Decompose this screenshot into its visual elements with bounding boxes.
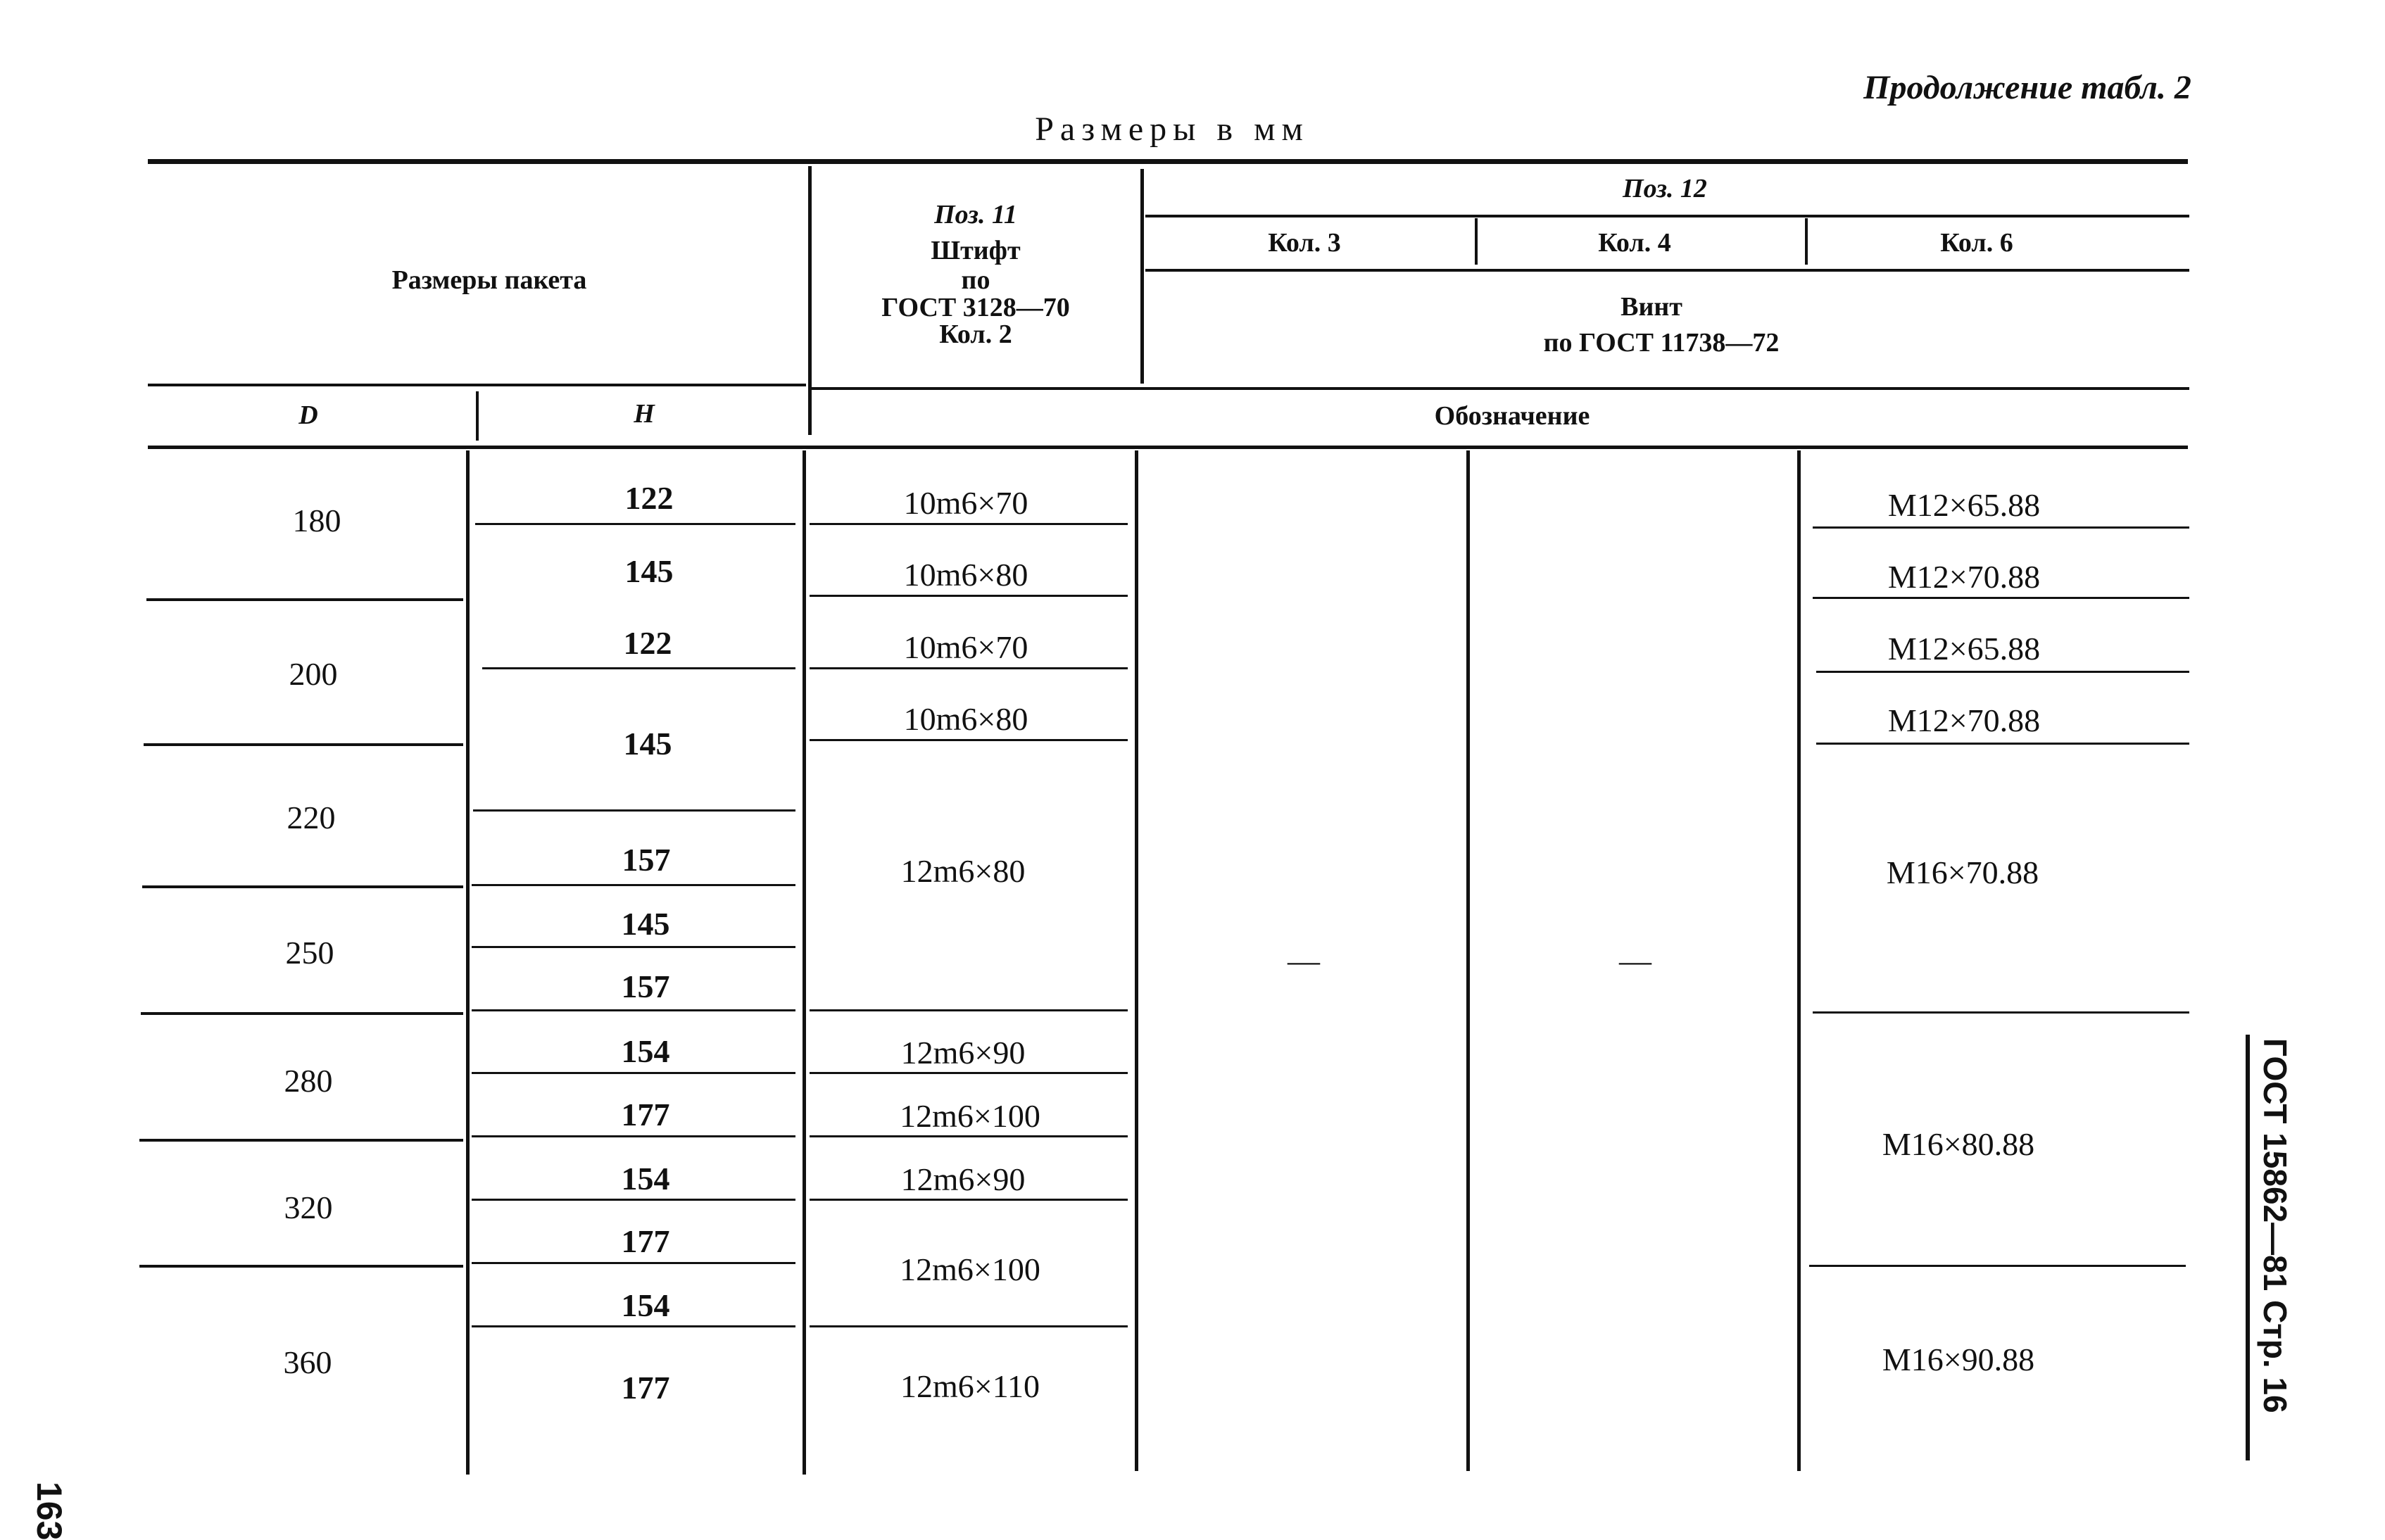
h-rule-6 xyxy=(472,1009,795,1011)
d-rule-4 xyxy=(141,1012,463,1015)
pin-cell: 12m6×100 xyxy=(900,1098,1040,1134)
h-cell: 177 xyxy=(621,1370,670,1406)
kol6-rule-1 xyxy=(1813,526,2189,529)
kol6-rule-2 xyxy=(1813,597,2189,599)
units-caption: Размеры в мм xyxy=(1035,111,1309,148)
kol6-rule-3 xyxy=(1816,671,2189,673)
h-col-header: H xyxy=(634,399,655,429)
h-rule-2 xyxy=(482,667,795,669)
pos12-title-rule xyxy=(1145,215,2189,217)
kol-rule xyxy=(1145,269,2189,272)
d-col-header: D xyxy=(298,400,318,430)
d-cell: 180 xyxy=(292,503,341,538)
header-bottom-right-rule xyxy=(810,387,2189,390)
pin-rule-6 xyxy=(810,1072,1128,1074)
body-sep-dh xyxy=(466,450,470,1475)
h-rule-8 xyxy=(472,1135,795,1137)
packet-sizes-header: Размеры пакета xyxy=(391,265,587,295)
designation-rule xyxy=(148,446,2188,449)
continuation-caption: Продолжение табл. 2 xyxy=(1863,69,2191,106)
h-cell: 122 xyxy=(623,625,672,661)
d-rule-5 xyxy=(139,1139,463,1142)
d-cell: 220 xyxy=(287,800,336,835)
pin-rule-9 xyxy=(810,1325,1128,1327)
pos12-title: Поз. 12 xyxy=(1623,174,1707,203)
pos11-title: Поз. 11 xyxy=(934,200,1017,229)
h-cell: 122 xyxy=(624,480,674,516)
screw-line1: Винт xyxy=(1621,292,1682,322)
kol4-header: Кол. 4 xyxy=(1598,228,1671,258)
header-bottom-left-rule xyxy=(148,384,806,386)
d-cell: 250 xyxy=(285,935,334,971)
h-rule-10 xyxy=(472,1262,795,1264)
pos11-line1: Штифт xyxy=(931,236,1021,265)
pin-rule-2 xyxy=(810,595,1128,597)
pin-rule-1 xyxy=(810,523,1128,525)
h-rule-1 xyxy=(475,523,795,525)
top-rule xyxy=(148,159,2188,164)
kol6-rule-4 xyxy=(1816,743,2189,745)
h-cell: 145 xyxy=(621,906,670,942)
col-sep-kol34 xyxy=(1475,218,1478,265)
kol6-rule-5 xyxy=(1813,1011,2189,1014)
side-label: ГОСТ 15862—81 Стр. 16 xyxy=(2257,1038,2293,1413)
screw-cell: M16×70.88 xyxy=(1886,854,2039,890)
pos11-line2: по xyxy=(961,265,990,295)
d-rule-2 xyxy=(144,743,463,746)
pin-cell: 10m6×70 xyxy=(903,629,1028,665)
pin-cell: 12m6×100 xyxy=(900,1251,1040,1287)
col-sep-main xyxy=(808,166,812,435)
kol3-dash: — xyxy=(1288,942,1320,978)
designation-header: Обозначение xyxy=(1434,401,1590,431)
screw-line2: по ГОСТ 11738—72 xyxy=(1543,328,1780,358)
screw-cell: M12×70.88 xyxy=(1887,559,2041,595)
d-rule-3 xyxy=(142,885,463,888)
body-sep-h-pin xyxy=(803,450,806,1475)
pin-rule-4 xyxy=(810,739,1128,741)
h-cell: 145 xyxy=(624,553,674,589)
pos11-line4: Кол. 2 xyxy=(939,320,1012,349)
page-number: 163 xyxy=(30,1482,69,1540)
h-cell: 157 xyxy=(621,968,670,1004)
d-rule-1 xyxy=(146,598,463,601)
kol3-header: Кол. 3 xyxy=(1268,228,1341,258)
h-rule-5 xyxy=(472,946,795,948)
h-rule-7 xyxy=(472,1072,795,1074)
pin-rule-5 xyxy=(810,1009,1128,1011)
kol4-dash: — xyxy=(1619,942,1651,978)
col-sep-pos11 xyxy=(1140,169,1144,384)
h-cell: 154 xyxy=(621,1161,670,1197)
pos11-line3: ГОСТ 3128—70 xyxy=(881,293,1070,322)
kol6-header: Кол. 6 xyxy=(1940,228,2013,258)
col-sep-dh-header xyxy=(476,391,479,441)
pin-cell: 12m6×90 xyxy=(900,1035,1026,1071)
pin-rule-8 xyxy=(810,1199,1128,1201)
h-cell: 157 xyxy=(622,842,671,878)
h-rule-11 xyxy=(472,1325,795,1327)
d-cell: 320 xyxy=(284,1189,333,1225)
h-cell: 177 xyxy=(621,1097,670,1132)
col-sep-kol46 xyxy=(1805,218,1808,265)
pin-cell: 10m6×80 xyxy=(903,557,1028,593)
screw-cell: M12×65.88 xyxy=(1887,631,2041,667)
side-label-rule xyxy=(2246,1035,2250,1460)
body-sep-pin-kol3 xyxy=(1135,450,1138,1471)
screw-cell: M16×80.88 xyxy=(1882,1126,2035,1162)
d-cell: 280 xyxy=(284,1063,333,1099)
screw-cell: M16×90.88 xyxy=(1882,1342,2035,1377)
h-cell: 154 xyxy=(621,1287,670,1323)
d-cell: 200 xyxy=(289,656,338,692)
h-cell: 177 xyxy=(621,1223,670,1259)
h-rule-4 xyxy=(472,884,795,886)
pin-cell: 10m6×70 xyxy=(903,485,1028,521)
pin-rule-3 xyxy=(810,667,1128,669)
kol6-rule-6 xyxy=(1809,1265,2186,1267)
h-rule-3 xyxy=(473,809,795,812)
h-cell: 145 xyxy=(623,726,672,762)
screw-cell: M12×65.88 xyxy=(1887,487,2041,523)
h-cell: 154 xyxy=(621,1033,670,1069)
pin-cell: 12m6×110 xyxy=(900,1368,1040,1404)
pin-cell: 12m6×80 xyxy=(900,853,1026,889)
h-rule-9 xyxy=(472,1199,795,1201)
screw-cell: M12×70.88 xyxy=(1887,702,2041,738)
pin-rule-7 xyxy=(810,1135,1128,1137)
pin-cell: 10m6×80 xyxy=(903,701,1028,737)
d-cell: 360 xyxy=(283,1344,332,1380)
body-sep-kol4-kol6 xyxy=(1797,450,1801,1471)
d-rule-6 xyxy=(139,1265,463,1268)
pin-cell: 12m6×90 xyxy=(900,1161,1026,1197)
body-sep-kol3-kol4 xyxy=(1466,450,1470,1471)
